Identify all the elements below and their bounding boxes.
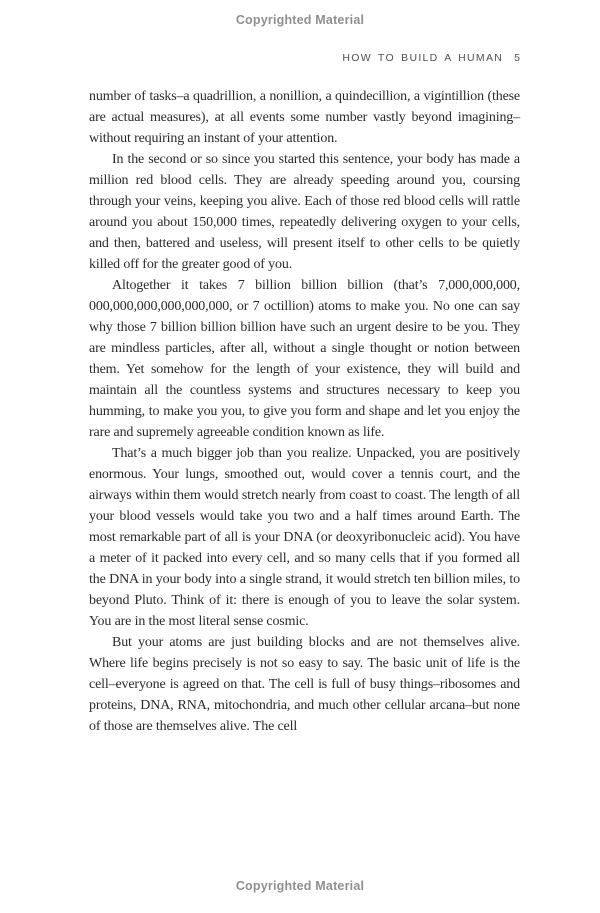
paragraph: But your atoms are just building blocks and are not themselves alive. Where life begins precisely is not so easy to say. The basic unit of life is the cell–everyone is agreed on that. The cell is full of busy things–ribosomes and proteins, DNA, RNA, mitochondria, and much other cellular arcana–but none of those are themselves alive. The cell — [89, 635, 520, 734]
paragraph: In the second or so since you started this sentence, your body has made a million red blood cells. They are already speeding around you, coursing through your veins, keeping you alive. Each of those red blood cells will rattle around you about 150,000 times, repeatedly delivering oxygen to your cells, and then, battered and useless, will present itself to other cells to be quietly killed off for the greater good of you. — [89, 152, 520, 272]
copyright-notice-bottom: Copyrighted Material — [235, 879, 365, 893]
paragraph: That’s a much bigger job than you realize. Unpacked, you are positively enormous. Your lungs, smoothed out, would cover a tennis court, and the airways within them would stretch nearly from coast to coast. The length of all your blood vessels would take you two and a half times around Earth. The most remarkable part of all is your DNA (or deoxyribonucleic acid). You have a meter of it packed into every cell, and so many cells that if you formed all the DNA in your body into a single strand, it would stretch ten billion miles, to beyond Pluto. Think of it: there is enough of you to leave the solar system. You are in the most literal sense cosmic. — [89, 446, 520, 629]
page-number: 5 — [514, 52, 520, 64]
running-header — [89, 52, 520, 64]
paragraph: Altogether it takes 7 billion billion billion (that’s 7,000,000,000,​000,000,000,​000,000,000, or 7 octillion) atoms to make you. No one can say why those 7 billion billion billion have such an urgent desire to be you. They are mindless particles, after all, without a single thought or notion between them. Yet somehow for the length of your existence, they will build and maintain all the countless systems and structures necessary to keep you humming, to make you you, to give you form and shape and let you enjoy the rare and supremely agreeable condition known as life. — [89, 278, 520, 440]
body-text — [89, 86, 520, 737]
copyright-notice-top: Copyrighted Material — [235, 13, 365, 27]
paragraph: number of tasks–a quadrillion, a nonillion, a quindecillion, a vigintillion (these are actual measures), at all events some number vastly beyond imagining–without requiring an instant of your attention. — [89, 89, 520, 146]
chapter-title: HOW TO BUILD A HUMAN — [342, 52, 504, 64]
